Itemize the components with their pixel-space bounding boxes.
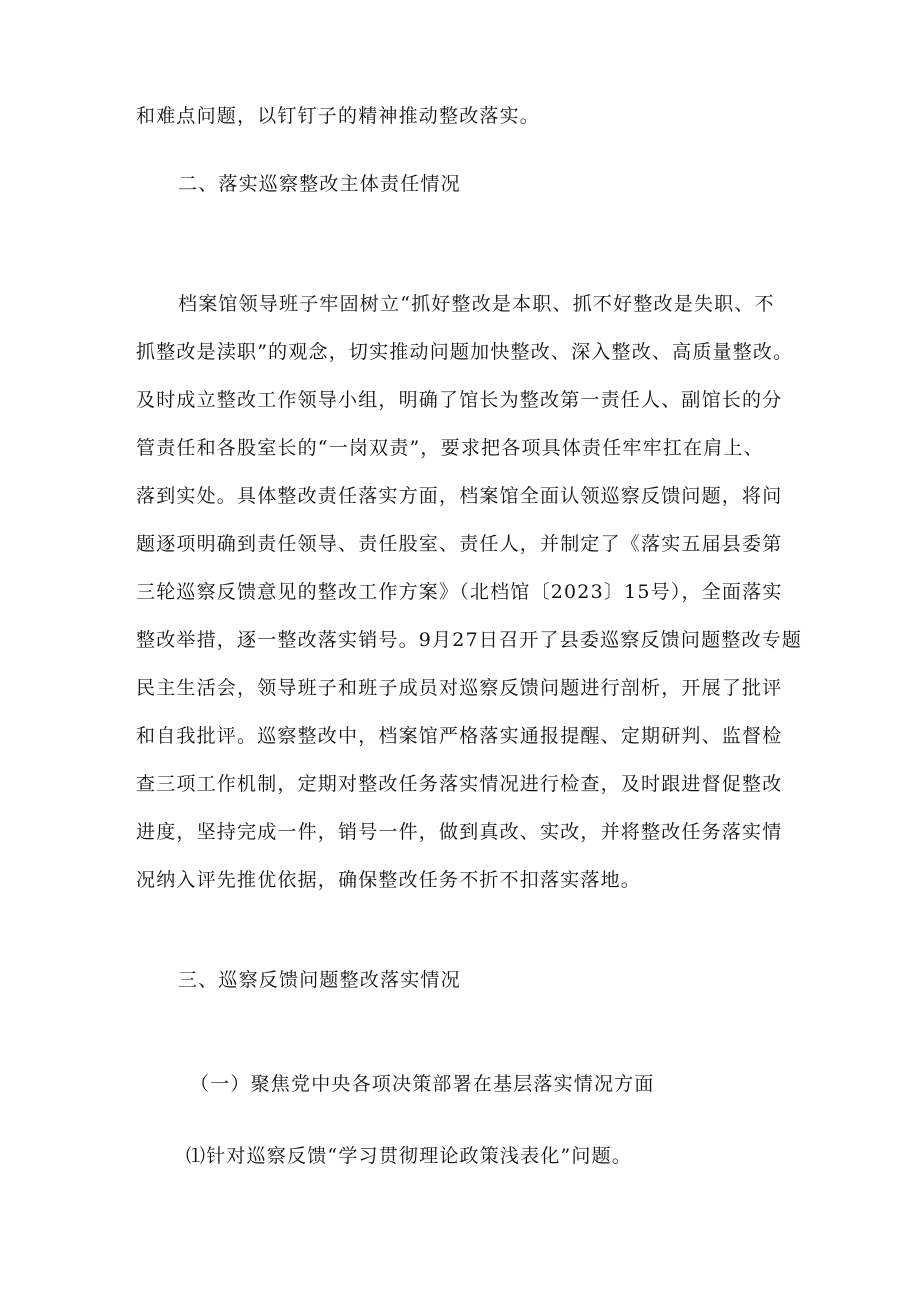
paragraph-line: 管责任和各股室长的“一岗双责”，要求把各项具体责任牢牢扛在肩上、 (136, 437, 764, 459)
paragraph-line: 查三项工作机制，定期对整改任务落实情况进行检查，及时跟进督促整改 (136, 773, 783, 795)
paragraph-line: 及时成立整改工作领导小组，明确了馆长为整改第一责任人、副馆长的分 (136, 389, 783, 411)
paragraph-line: 三轮巡察反馈意见的整改工作方案》（北档馆〔2023〕15号），全面落实 (136, 581, 783, 603)
section-3-item-1: ⑴针对巡察反馈“学习贯彻理论政策浅表化”问题。 (186, 1145, 633, 1167)
paragraph-line: 整改举措，逐一整改落实销号。9月27日召开了县委巡察反馈问题整改专题 (136, 629, 803, 651)
paragraph-line: 题逐项明确到责任领导、责任股室、责任人，并制定了《落实五届县委第 (136, 533, 783, 555)
paragraph-line: 落到实处。具体整改责任落实方面，档案馆全面认领巡察反馈问题，将问 (136, 485, 783, 507)
paragraph-line: 况纳入评先推优依据，确保整改任务不折不扣落实落地。 (136, 869, 642, 891)
section-3-heading: 三、巡察反馈问题整改落实情况 (178, 969, 461, 991)
section-2-heading: 二、落实巡察整改主体责任情况 (178, 173, 461, 195)
intro-line: 和难点问题，以钉钉子的精神推动整改落实。 (136, 105, 541, 127)
section-3-subheading: （一）聚焦党中央各项决策部署在基层落实情况方面 (190, 1073, 655, 1095)
paragraph-line: 和自我批评。巡察整改中，档案馆严格落实通报提醒、定期研判、监督检 (136, 725, 783, 747)
paragraph-line: 民主生活会，领导班子和班子成员对巡察反馈问题进行剖析，开展了批评 (136, 677, 783, 699)
paragraph-line: 进度，坚持完成一件，销号一件，做到真改、实改，并将整改任务落实情 (136, 821, 783, 843)
paragraph-line: 档案馆领导班子牢固树立“抓好整改是本职、抓不好整改是失职、不 (178, 293, 775, 315)
paragraph-line: 抓整改是渎职”的观念，切实推动问题加快整改、深入整改、高质量整改。 (136, 341, 794, 363)
